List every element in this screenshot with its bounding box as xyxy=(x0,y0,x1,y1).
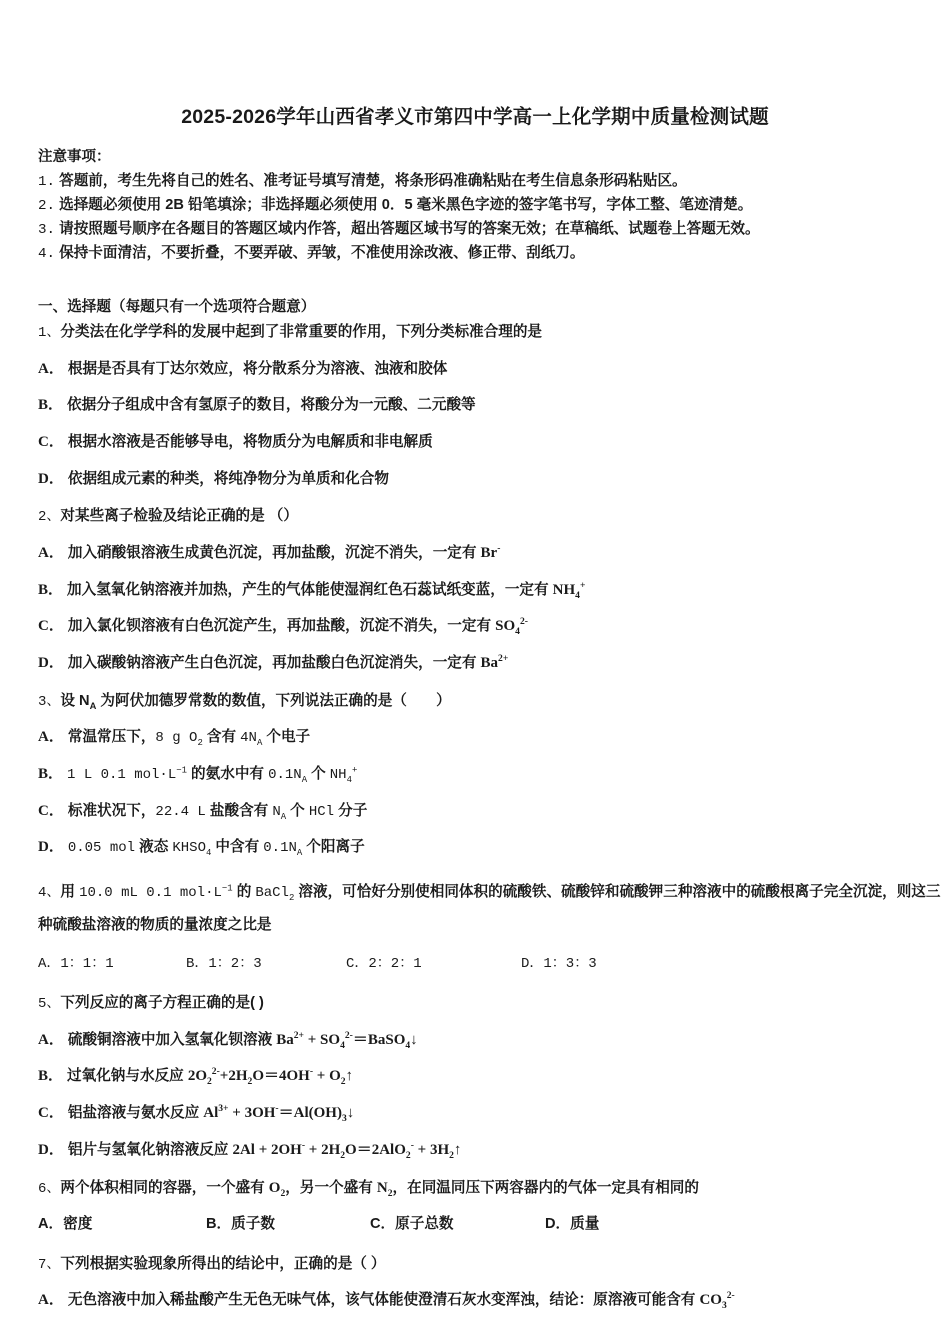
option-b[interactable] xyxy=(186,952,346,976)
option-label: B． xyxy=(38,581,64,598)
question-7 xyxy=(0,1237,950,1313)
notice-text: 请按照题号顺序在各题目的答题区域内作答，超出答题区域书写的答案无效；在草稿纸、试题卷上答题无效。 xyxy=(59,220,760,237)
question-4 xyxy=(0,860,950,976)
option-label: A． xyxy=(38,545,64,562)
option-c[interactable] xyxy=(346,952,521,976)
option-text: 加入氢氧化钠溶液并加热，产生的气体能使湿润红色石蕊试纸变蓝，一定有 xyxy=(67,581,553,598)
option-text: 原子总数 xyxy=(395,1215,454,1232)
option-label: A． xyxy=(38,360,64,377)
option-a[interactable] xyxy=(38,1016,950,1053)
option-text: 依据组成元素的种类，将纯净物分为单质和化合物 xyxy=(67,470,389,487)
option-label: C． xyxy=(38,434,64,451)
option-b[interactable] xyxy=(38,381,950,418)
question-6 xyxy=(0,1162,950,1236)
notice-item-1 xyxy=(38,170,950,194)
option-label: B． xyxy=(38,397,64,414)
page-title: 2025-2026学年山西省孝义市第四中学高一上化学期中质量检测试题 xyxy=(181,106,769,128)
option-label: B． xyxy=(38,1068,64,1085)
option-label: C． xyxy=(346,956,369,973)
question-stem xyxy=(38,503,950,529)
question-stem xyxy=(38,990,950,1016)
option-b[interactable] xyxy=(38,1052,950,1089)
option-text: 铝盐溶液与氨水反应 $Al^{3+}$ + $3OH^-=Al(OH)_3↓$ xyxy=(67,1102,355,1124)
question-number: 7、 xyxy=(38,1256,61,1273)
option-label: D． xyxy=(38,470,64,487)
notice-text: 保持卡面清洁，不要折叠，不要弄破、弄皱，不准使用涂改液、修正带、刮纸刀。 xyxy=(59,244,585,261)
question-text: 用 10.0 mL 0.1 $mol\cdot L^{-1}$ 的 BaCl$_2$ 溶液，可恰好分别使相同体积的硫酸铁、硫酸锌和硫酸钾三种溶液中的硫酸根离子完全沉淀，则这三种硫酸盐溶液的物质的量浓度之比是 xyxy=(38,883,941,934)
option-text: 依据分子组成中含有氢原子的数目，将酸分为一元酸、二元酸等 xyxy=(67,397,476,414)
question-number: 4、 xyxy=(38,884,61,901)
notice-item-4 xyxy=(38,242,950,266)
option-label: C． xyxy=(38,618,64,635)
option-formula: $NH_4^+$ xyxy=(552,579,586,601)
question-text: 下列反应的离子方程正确的是( ) xyxy=(60,994,264,1011)
notice-block xyxy=(0,130,950,265)
question-number: 1、 xyxy=(38,325,61,342)
option-b[interactable] xyxy=(38,750,950,787)
option-a[interactable] xyxy=(38,345,950,382)
option-a[interactable] xyxy=(38,1276,950,1313)
option-a[interactable] xyxy=(38,1213,206,1237)
option-text: 无色溶液中加入稀盐酸产生无色无味气体，该气体能使澄清石灰水变浑浊，结论：原溶液可能含有 $CO_3^{2-}$ xyxy=(67,1290,735,1312)
option-text: 根据水溶液是否能够导电，将物质分为电解质和非电解质 xyxy=(67,434,433,451)
question-text: 下列根据实验现象所得出的结论中，正确的是（ ） xyxy=(60,1255,386,1272)
option-a[interactable] xyxy=(38,529,950,566)
option-label: C． xyxy=(38,802,64,819)
notice-number: 2. xyxy=(38,197,56,214)
option-c[interactable] xyxy=(38,418,950,455)
notice-text: 答题前，考生先将自己的姓名、准考证号填写清楚，将条形码准确粘贴在考生信息条形码粘贴区。 xyxy=(59,172,687,189)
option-text: 根据是否具有丁达尔效应，将分散系分为溶液、浊液和胶体 xyxy=(67,360,448,377)
option-d[interactable] xyxy=(38,823,950,860)
option-label: B． xyxy=(206,1215,232,1232)
question-3 xyxy=(0,676,950,860)
option-label: A． xyxy=(38,729,64,746)
option-label: D． xyxy=(38,654,64,671)
option-text: 1：1：1 xyxy=(60,956,114,973)
notice-heading: 注意事项： xyxy=(38,149,111,166)
options-inline-row xyxy=(38,1201,950,1237)
question-text: 设 $N_A$ 为阿伏加德罗常数的数值，下列说法正确的是（ ） xyxy=(60,692,451,711)
option-text: 标准状况下，22.4 L 盐酸含有 $N_A$ 个 HCl 分子 xyxy=(67,802,368,822)
option-label: D． xyxy=(545,1215,571,1232)
question-number: 3、 xyxy=(38,693,61,710)
option-label: B． xyxy=(186,956,209,973)
option-c[interactable] xyxy=(370,1213,545,1237)
question-stem xyxy=(38,1174,950,1201)
notice-item-3 xyxy=(38,218,950,242)
option-label: A． xyxy=(38,1215,64,1232)
question-2 xyxy=(0,491,950,675)
option-text: 1：3：3 xyxy=(543,956,597,973)
option-text: 加入硝酸银溶液生成黄色沉淀，再加盐酸，沉淀不消失，一定有 xyxy=(67,545,481,562)
question-stem xyxy=(38,688,950,714)
option-label: A． xyxy=(38,956,61,973)
option-c[interactable] xyxy=(38,1089,950,1126)
question-number: 5、 xyxy=(38,995,61,1012)
option-text: 0.05 mol 液态 $KHSO_4$ 中含有 $0.1N_A$ 个阳离子 xyxy=(67,839,365,859)
option-label: A． xyxy=(38,1292,64,1309)
option-d[interactable] xyxy=(38,639,950,676)
option-text: 质子数 xyxy=(231,1215,275,1232)
section-heading: 一、选择题（每题只有一个选项符合题意） xyxy=(38,298,316,315)
notice-text: 选择题必须使用 2B 铅笔填涂；非选择题必须使用 0．5 毫米黑色字迹的签字笔书写，字体工整、笔迹清楚。 xyxy=(59,196,753,213)
option-d[interactable] xyxy=(545,1213,599,1237)
option-label: D． xyxy=(38,1141,64,1158)
question-text: 对某些离子检验及结论正确的是 （） xyxy=(60,508,298,525)
option-a[interactable] xyxy=(38,713,950,750)
question-stem xyxy=(38,319,950,345)
option-text: 密度 xyxy=(63,1215,93,1232)
question-5 xyxy=(0,976,950,1162)
option-c[interactable] xyxy=(38,602,950,639)
option-formula: Br- xyxy=(480,543,501,562)
option-label: D． xyxy=(521,956,544,973)
option-label: C． xyxy=(38,1104,64,1121)
question-stem xyxy=(38,874,950,942)
option-b[interactable] xyxy=(206,1213,370,1237)
option-d[interactable] xyxy=(521,952,597,976)
option-b[interactable] xyxy=(38,566,950,603)
notice-number: 4. xyxy=(38,245,56,262)
option-text: 加入氯化钡溶液有白色沉淀产生，再加盐酸，沉淀不消失，一定有 xyxy=(67,618,496,635)
option-text: 过氧化钠与水反应 $2O_2^{2-}+2H_2O=4OH^-$ + $O_2↑$ xyxy=(67,1066,354,1088)
option-text: 常温常压下，8 g $O_2$ 含有 $4N_A$ 个电子 xyxy=(67,729,311,749)
option-d[interactable] xyxy=(38,1126,950,1163)
question-stem xyxy=(38,1251,950,1277)
option-label: B． xyxy=(38,765,64,782)
question-number: 6、 xyxy=(38,1181,61,1198)
notice-item-2 xyxy=(38,194,950,218)
option-label: A． xyxy=(38,1031,64,1048)
option-text: 铝片与氢氧化钠溶液反应 $2Al + 2OH^- + 2H_2O=2AlO_2^-$ + $3H_2↑$ xyxy=(67,1139,462,1161)
option-formula: $SO_4^{2-}$ xyxy=(495,616,528,638)
option-text: 2：2：1 xyxy=(368,956,422,973)
question-1 xyxy=(0,319,950,491)
option-formula: $Ba^{2+}$ xyxy=(480,652,509,671)
question-number: 2、 xyxy=(38,509,61,526)
option-a[interactable] xyxy=(38,952,186,976)
notice-number: 3. xyxy=(38,221,56,238)
option-text: 质量 xyxy=(570,1215,600,1232)
option-text: 加入碳酸钠溶液产生白色沉淀，再加盐酸白色沉淀消失，一定有 xyxy=(67,654,481,671)
option-text: 1：2：3 xyxy=(208,956,262,973)
option-label: C． xyxy=(370,1215,396,1232)
option-label: D． xyxy=(38,839,64,856)
options-inline-row xyxy=(38,942,950,976)
option-text: 硫酸铜溶液中加入氢氧化钡溶液 $Ba^{2+}$ + $SO_4^{2-}=BaSO_4↓$ xyxy=(67,1029,418,1051)
question-text: 分类法在化学学科的发展中起到了非常重要的作用，下列分类标准合理的是 xyxy=(60,324,543,341)
option-text: 1 L 0.1 $mol\cdot L^{-1}$ 的氨水中有 $0.1N_A$ 个 $NH_4^+$ xyxy=(67,765,358,785)
option-c[interactable] xyxy=(38,787,950,824)
notice-number: 1. xyxy=(38,173,56,190)
option-d[interactable] xyxy=(38,455,950,492)
question-text: 两个体积相同的容器，一个盛有 $O_2$，另一个盛有 $N_2$，在同温同压下两容器内的气体一定具有相同的 xyxy=(60,1180,699,1200)
